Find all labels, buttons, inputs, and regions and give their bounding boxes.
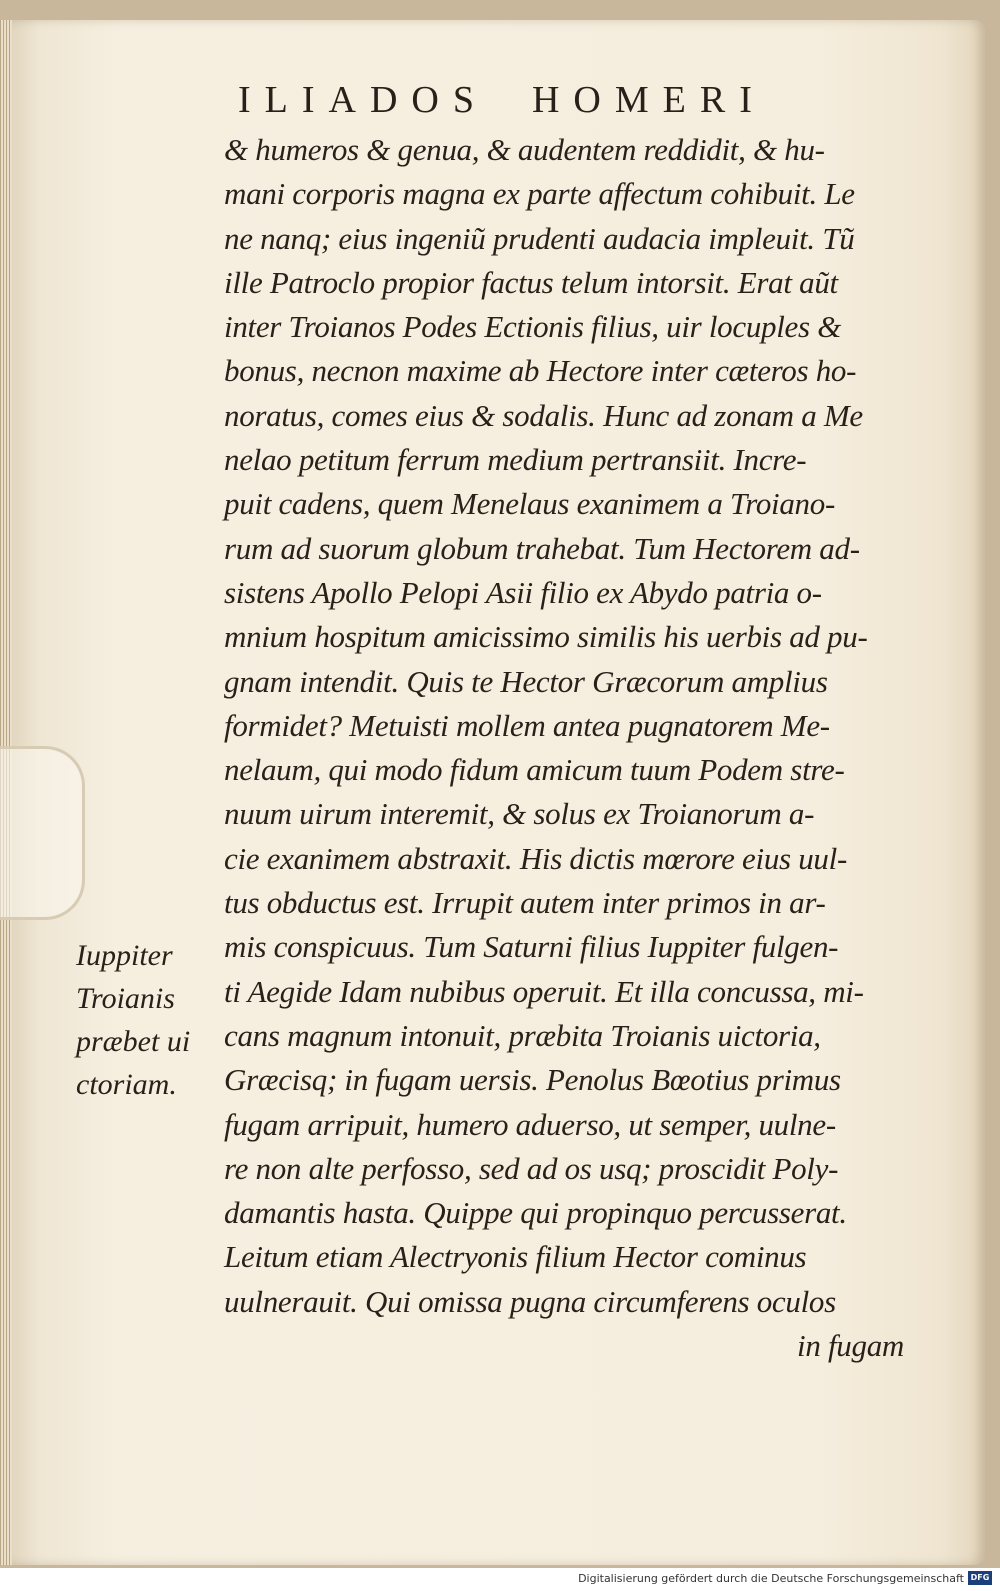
text-line: formidet? Metuisti mollem antea pugnatorem Me- bbox=[224, 707, 830, 743]
text-line: Græcisq; in fugam uersis. Penolus Bœotius primus bbox=[224, 1062, 841, 1098]
footer-credit-text: Digitalisierung gefördert durch die Deutsche Forschungsgemeinschaft bbox=[578, 1571, 964, 1585]
text-line: cans magnum intonuit, præbita Troianis uictoria, bbox=[224, 1017, 821, 1053]
text-line: mnium hospitum amicissimo similis his uerbis ad pu- bbox=[224, 619, 868, 655]
marginal-note-line: præbet ui bbox=[76, 1025, 191, 1058]
marginal-note bbox=[76, 934, 206, 1106]
text-line: nelao petitum ferrum medium pertransiit. Incre- bbox=[224, 442, 807, 478]
body-text bbox=[224, 128, 914, 1368]
marginal-note-line: Iuppiter bbox=[76, 939, 173, 972]
catchword: in fugam bbox=[797, 1328, 904, 1364]
text-line: ille Patroclo propior factus telum intorsit. Erat aũt bbox=[224, 264, 838, 300]
running-head bbox=[238, 78, 918, 122]
text-line: rum ad suorum globum trahebat. Tum Hectorem ad- bbox=[224, 530, 860, 566]
text-line: Leitum etiam Alectryonis filium Hector cominus bbox=[224, 1239, 807, 1275]
text-line: gnam intendit. Quis te Hector Græcorum amplius bbox=[224, 663, 828, 699]
running-head-word: ILIADOS bbox=[238, 79, 488, 121]
marginal-note-line: Troianis bbox=[76, 982, 175, 1015]
text-line: noratus, comes eius & sodalis. Hunc ad zonam a Me bbox=[224, 397, 863, 433]
footer-bar bbox=[0, 1568, 1000, 1591]
text-line: re non alte perfosso, sed ad os usq; proscidit Poly- bbox=[224, 1150, 839, 1186]
footer-credit bbox=[578, 1571, 992, 1585]
text-line: fugam arripuit, humero aduerso, ut semper, uulne- bbox=[224, 1106, 836, 1142]
marginal-note-line: ctoriam. bbox=[76, 1068, 177, 1101]
running-head-word: HOMERI bbox=[531, 79, 766, 121]
text-line: ne nanq; eius ingeniũ prudenti audacia impleuit. Tũ bbox=[224, 220, 855, 256]
text-line: damantis hasta. Quippe qui propinquo percusserat. bbox=[224, 1195, 847, 1231]
text-line: nuum uirum interemit, & solus ex Troianorum a- bbox=[224, 796, 815, 832]
text-line: ti Aegide Idam nubibus operuit. Et illa concussa, mi- bbox=[224, 973, 864, 1009]
text-line: bonus, necnon maxime ab Hectore inter cæteros ho- bbox=[224, 353, 857, 389]
binding-tab bbox=[0, 746, 85, 920]
dfg-logo-icon: DFG bbox=[968, 1571, 992, 1585]
text-line: inter Troianos Podes Ectionis filius, uir locuples & bbox=[224, 309, 842, 345]
text-line: uulnerauit. Qui omissa pugna circumferens oculos bbox=[224, 1283, 836, 1319]
text-line: mis conspicuus. Tum Saturni filius Iuppiter fulgen- bbox=[224, 929, 839, 965]
text-line: cie exanimem abstraxit. His dictis mœrore eius uul- bbox=[224, 840, 847, 876]
text-line: puit cadens, quem Menelaus exanimem a Troiano- bbox=[224, 486, 835, 522]
text-line: mani corporis magna ex parte affectum cohibuit. Le bbox=[224, 176, 855, 212]
text-line: nelaum, qui modo fidum amicum tuum Podem stre- bbox=[224, 752, 845, 788]
text-line: tus obductus est. Irrupit autem inter primos in ar- bbox=[224, 885, 826, 921]
text-line: sistens Apollo Pelopi Asii filio ex Abydo patria o- bbox=[224, 574, 822, 610]
text-line: & humeros & genua, & audentem reddidit, & hu- bbox=[224, 132, 825, 167]
